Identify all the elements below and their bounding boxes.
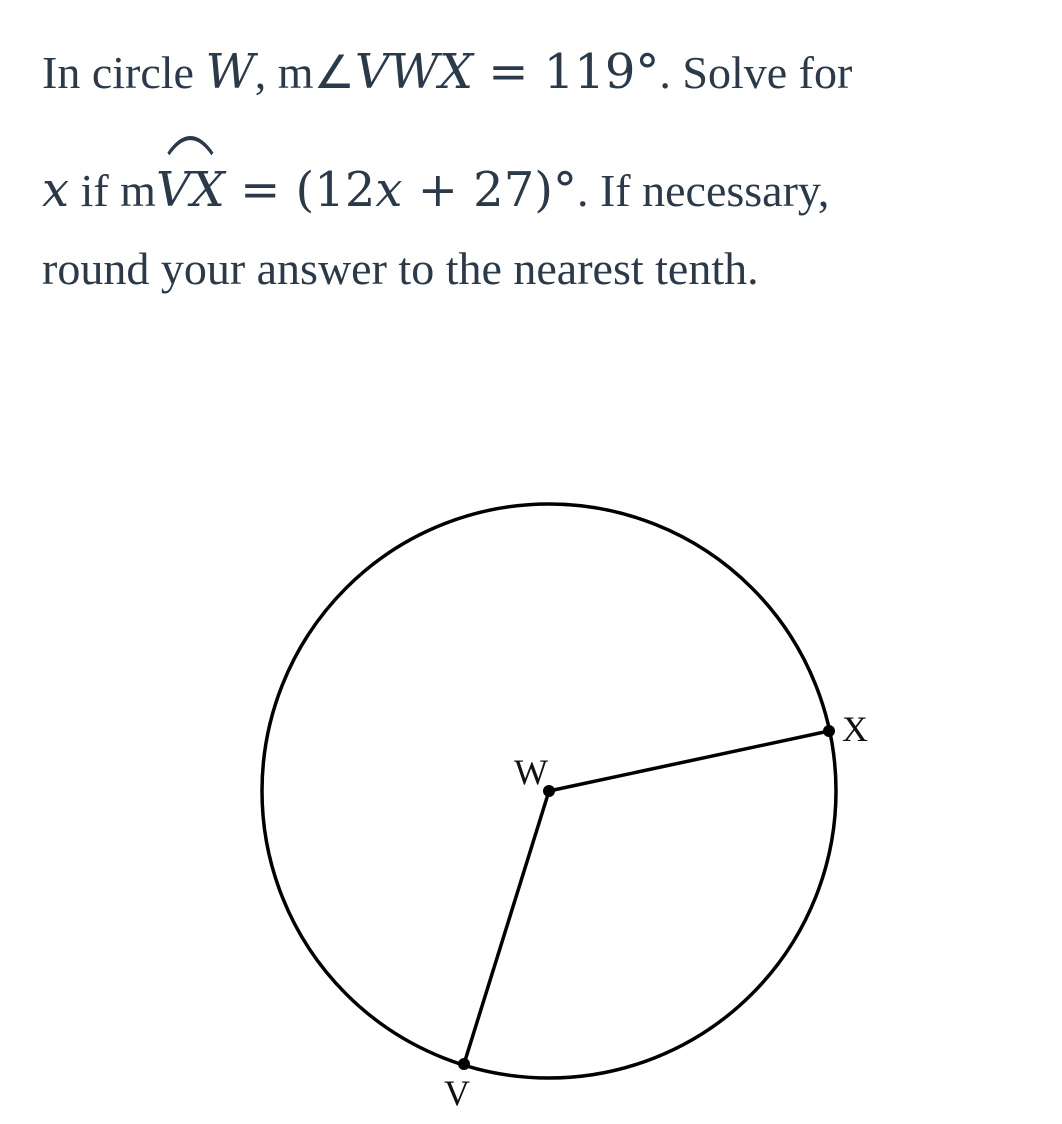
text-if-m: if m [69, 165, 156, 216]
text-solve-for: . Solve for [659, 47, 853, 98]
variable-x: x [42, 162, 70, 218]
radius-wv [464, 791, 549, 1064]
label-v: V [444, 1073, 470, 1113]
point-v [458, 1058, 470, 1070]
radius-wx [549, 731, 829, 791]
text-round-answer: round your answer to the nearest tenth. [42, 243, 759, 294]
label-w: W [514, 752, 548, 792]
point-x [823, 725, 835, 737]
arc-name: VX [155, 162, 225, 218]
arc-equation-start: = (12 [224, 162, 376, 218]
angle-name: VWX [354, 44, 473, 100]
variable-x-2: x [375, 162, 403, 218]
text-if-necessary: . If necessary, [576, 165, 830, 216]
text-in-circle: In circle [42, 47, 206, 98]
angle-equation: = 119° [473, 44, 660, 100]
circle-name: W [205, 44, 255, 100]
label-x: X [842, 709, 868, 749]
text-angle-prefix: , m∠ [254, 47, 355, 98]
arc-equation-end: + 27)° [402, 162, 577, 218]
